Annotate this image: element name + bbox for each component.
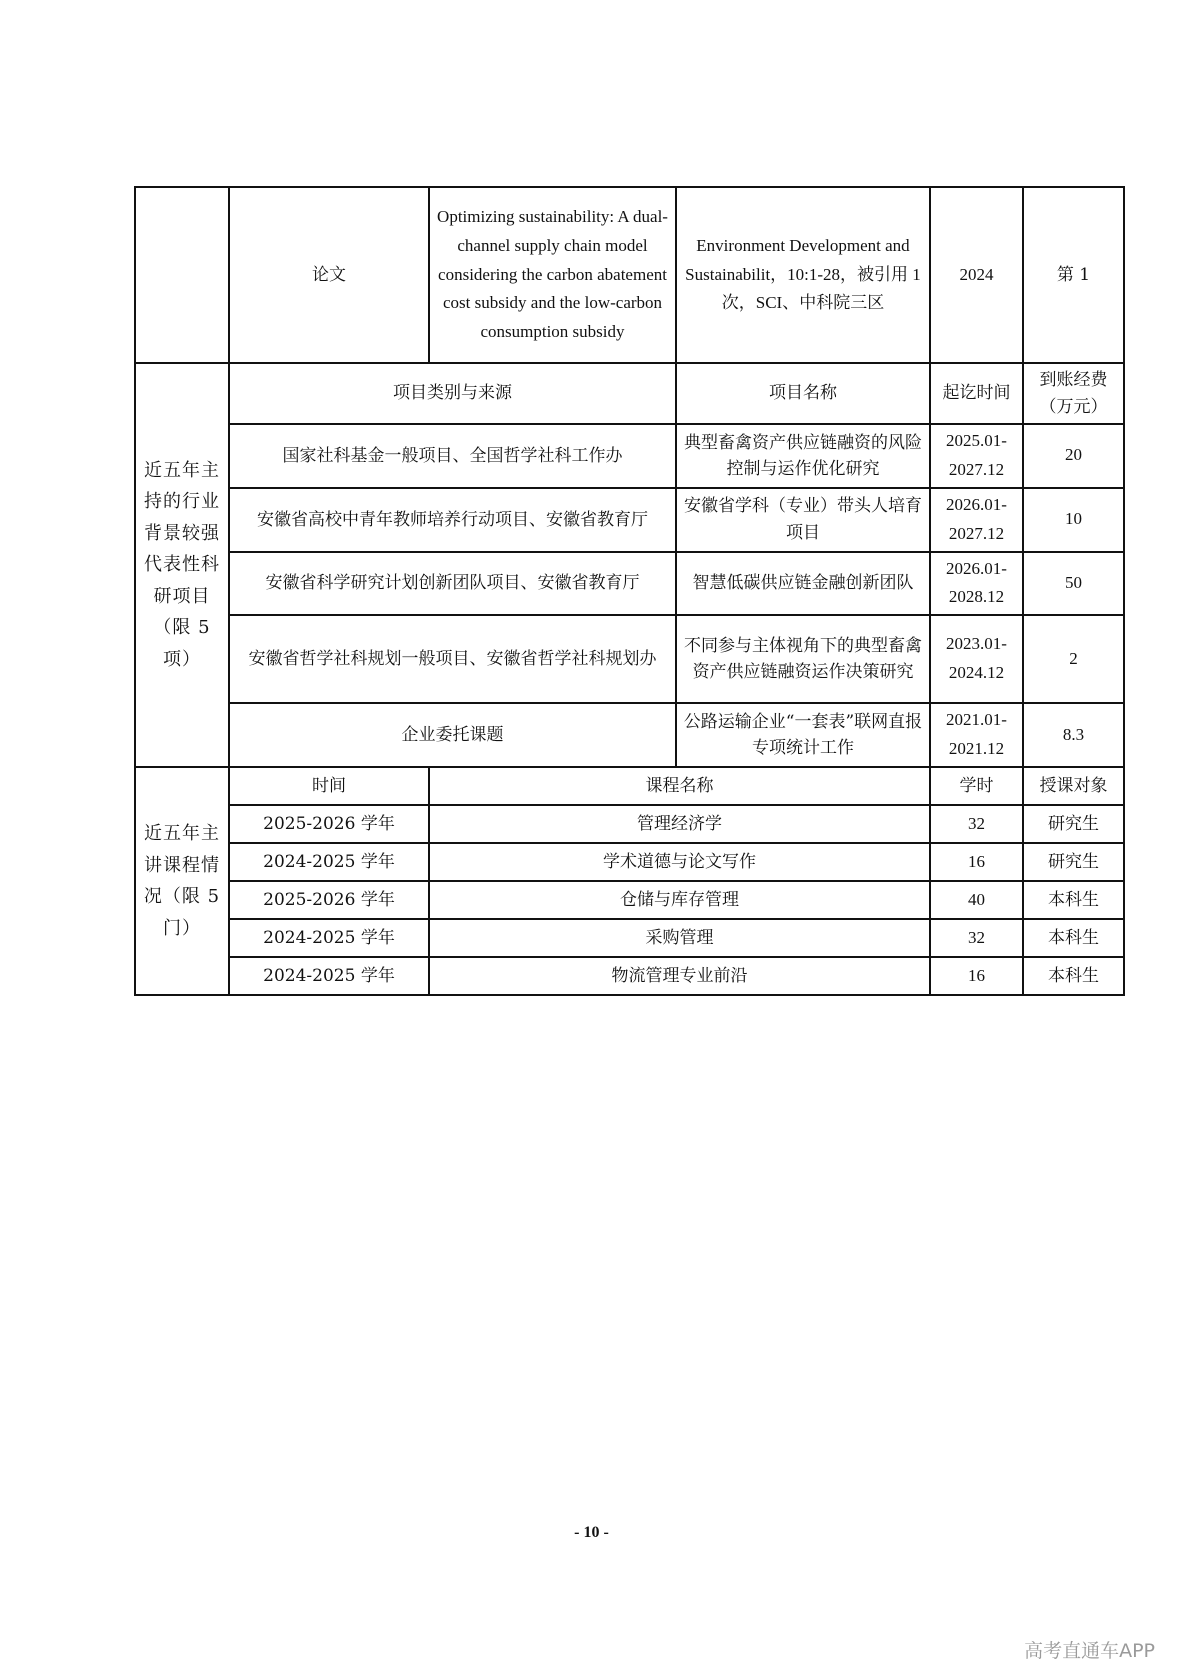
course-time: 2025-2026 学年 xyxy=(229,805,429,843)
course-time: 2024-2025 学年 xyxy=(229,957,429,995)
project-period: 2026.01-2027.12 xyxy=(930,488,1023,552)
paper-rank-cell: 第 1 xyxy=(1023,187,1124,363)
project-funds: 8.3 xyxy=(1023,703,1124,767)
courses-header-hours: 学时 xyxy=(930,767,1023,805)
course-time: 2025-2026 学年 xyxy=(229,881,429,919)
project-source: 安徽省高校中青年教师培养行动项目、安徽省教育厅 xyxy=(229,488,676,552)
paper-row xyxy=(135,187,1124,363)
courses-header-target: 授课对象 xyxy=(1023,767,1124,805)
courses-header-name: 课程名称 xyxy=(429,767,930,805)
paper-year-cell: 2024 xyxy=(930,187,1023,363)
course-row xyxy=(135,881,1124,919)
course-row xyxy=(135,805,1124,843)
project-source: 企业委托课题 xyxy=(229,703,676,767)
course-name: 学术道德与论文写作 xyxy=(429,843,930,881)
course-time: 2024-2025 学年 xyxy=(229,843,429,881)
courses-section-label: 近五年主讲课程情况（限 5 门） xyxy=(135,767,229,995)
projects-section-label: 近五年主持的行业背景较强代表性科研项目（限 5 项） xyxy=(135,363,229,767)
project-name: 典型畜禽资产供应链融资的风险控制与运作优化研究 xyxy=(676,424,930,488)
paper-type-cell: 论文 xyxy=(229,187,429,363)
project-name: 安徽省学科（专业）带头人培育项目 xyxy=(676,488,930,552)
course-target: 研究生 xyxy=(1023,805,1124,843)
projects-header-funds: 到账经费（万元） xyxy=(1023,363,1124,424)
course-name: 管理经济学 xyxy=(429,805,930,843)
course-target: 研究生 xyxy=(1023,843,1124,881)
course-hours: 40 xyxy=(930,881,1023,919)
course-hours: 16 xyxy=(930,843,1023,881)
course-row xyxy=(135,957,1124,995)
course-hours: 32 xyxy=(930,805,1023,843)
projects-header-name: 项目名称 xyxy=(676,363,930,424)
course-row xyxy=(135,843,1124,881)
project-name: 智慧低碳供应链金融创新团队 xyxy=(676,552,930,616)
project-source: 国家社科基金一般项目、全国哲学社科工作办 xyxy=(229,424,676,488)
project-funds: 10 xyxy=(1023,488,1124,552)
course-row xyxy=(135,919,1124,957)
project-period: 2023.01-2024.12 xyxy=(930,615,1023,703)
course-target: 本科生 xyxy=(1023,881,1124,919)
projects-header-source: 项目类别与来源 xyxy=(229,363,676,424)
course-hours: 32 xyxy=(930,919,1023,957)
course-name: 物流管理专业前沿 xyxy=(429,957,930,995)
course-name: 采购管理 xyxy=(429,919,930,957)
course-name: 仓储与库存管理 xyxy=(429,881,930,919)
project-funds: 2 xyxy=(1023,615,1124,703)
watermark-text: 高考直通车APP xyxy=(1024,1640,1155,1662)
page-number: - 10 - xyxy=(574,1524,609,1541)
project-source: 安徽省科学研究计划创新团队项目、安徽省教育厅 xyxy=(229,552,676,616)
courses-header-row xyxy=(135,767,1124,805)
course-target: 本科生 xyxy=(1023,919,1124,957)
project-name: 不同参与主体视角下的典型畜禽资产供应链融资运作决策研究 xyxy=(676,615,930,703)
projects-header-row xyxy=(135,363,1124,424)
project-row xyxy=(135,703,1124,767)
courses-header-time: 时间 xyxy=(229,767,429,805)
projects-header-period: 起讫时间 xyxy=(930,363,1023,424)
course-time: 2024-2025 学年 xyxy=(229,919,429,957)
project-funds: 20 xyxy=(1023,424,1124,488)
project-row xyxy=(135,615,1124,703)
paper-title-cell: Optimizing sustainability: A dual-channel supply chain model considering the carbon abatement cost subsidy and the low-carbon consumption subsidy xyxy=(429,187,676,363)
project-row xyxy=(135,552,1124,616)
resume-table xyxy=(134,186,1125,996)
project-period: 2025.01-2027.12 xyxy=(930,424,1023,488)
project-row xyxy=(135,488,1124,552)
course-hours: 16 xyxy=(930,957,1023,995)
project-funds: 50 xyxy=(1023,552,1124,616)
project-period: 2021.01-2021.12 xyxy=(930,703,1023,767)
project-period: 2026.01-2028.12 xyxy=(930,552,1023,616)
project-row xyxy=(135,424,1124,488)
paper-journal-cell: Environment Development and Sustainabilit，10:1-28，被引用 1 次，SCI、中科院三区 xyxy=(676,187,930,363)
project-name: 公路运输企业“一套表”联网直报专项统计工作 xyxy=(676,703,930,767)
project-source: 安徽省哲学社科规划一般项目、安徽省哲学社科规划办 xyxy=(229,615,676,703)
paper-row-blank-cell xyxy=(135,187,229,363)
course-target: 本科生 xyxy=(1023,957,1124,995)
